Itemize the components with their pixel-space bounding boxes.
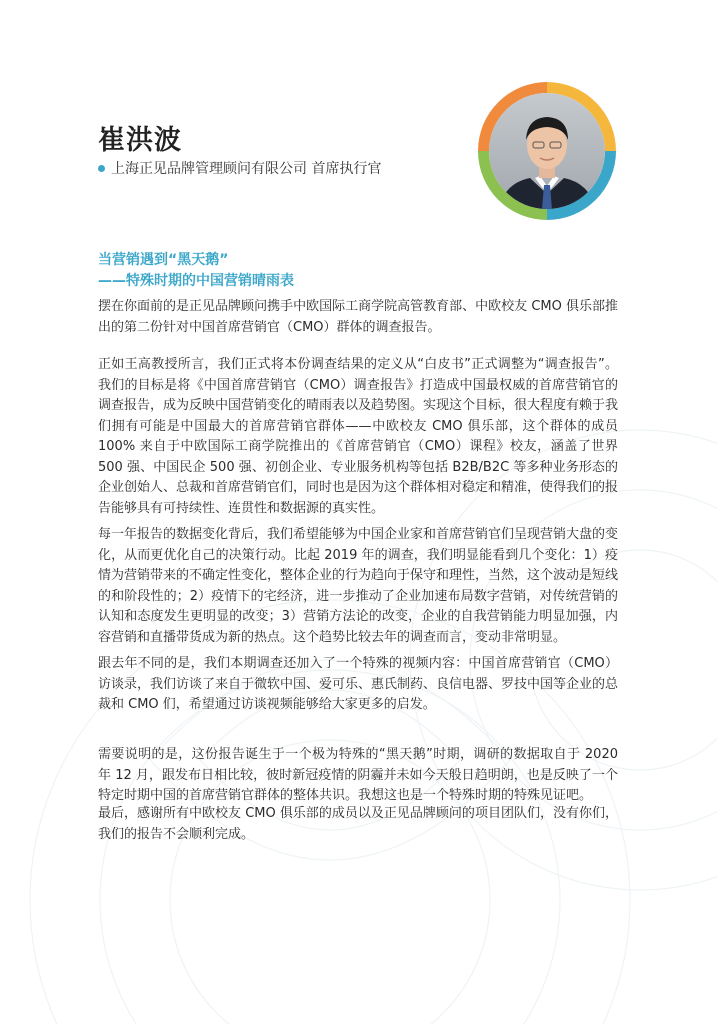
paragraph: 需要说明的是，这份报告诞生于一个极为特殊的“黑天鹅”时期，调研的数据取自于 2020 年 12 月，跟发布日相比较，彼时新冠疫情的阴霾并未如今天般日趋明朗，也是反映了一个特定时期中国的首席营销官群体的整体共识。我想这也是一个特殊时期的特殊见证吧。 <box>98 747 618 803</box>
bullet-dot-icon <box>98 165 105 172</box>
paragraph: 跟去年不同的是，我们本期调查还加入了一个特殊的视频内容：中国首席营销官（CMO）访谈录，我们访谈了来自于微软中国、爱可乐、惠氏制药、良信电器、罗技中国等企业的总裁和 CMO 们，希望通过访谈视频能够给大家更多的启发。 <box>98 656 619 712</box>
paragraph: 每一年报告的数据变化背后，我们希望能够为中国企业家和首席营销官们呈现营销大盘的变化，从而更优化自己的决策行动。比起 2019 年的调查，我们明显能看到几个变化：1）疫情为营销带来的不确定性变化，整体企业的行为趋向于保守和理性，当然，这个波动是短线的和阶段性的；2）疫情下的宅经济，进一步推动了企业加速布局数字营销，对传统营销的认知和态度发生更明显的改变；3）营销方法论的改变，企业的自我营销能力明显加强，内容营销和直播带货成为新的热点。这个趋势比较去年的调查而言，变动非常明显。 <box>98 527 619 645</box>
avatar <box>478 82 616 220</box>
person-name: 崔洪波 <box>98 125 182 156</box>
person-title-text: 上海正见品牌管理顾问有限公司 首席执行官 <box>111 161 382 177</box>
paragraph: 最后，感谢所有中欧校友 CMO 俱乐部的成员以及正见品牌顾问的项目团队们，没有你们，我们的报告不会顺利完成。 <box>98 806 618 842</box>
paragraph: 正如王高教授所言，我们正式将本份调查结果的定义从“白皮书”正式调整为“调查报告”。我们的目标是将《中国首席营销官（CMO）调查报告》打造成中国最权威的首席营销官的调查报告，成为反映中国营销变化的晴雨表以及趋势图。实现这个目标，很大程度有赖于我们拥有可能是中国最大的首席营销官群体——中欧校友 CMO 俱乐部，这个群体的成员 100% 来自于中欧国际工商学院推出的《首席营销官（CMO）课程》校友，涵盖了世界 500 强、中国民企 500 强、初创企业、专业服务机构等包括 B2B/B2C 等多种业务形态的企业创始人、总裁和首席营销官们，同时也是因为这个群体相对稳定和精准，使得我们的报告能够具有可持续性、连贯性和数据源的真实性。 <box>98 357 619 516</box>
section-heading-line1: 当营销遇到“黑天鹅” <box>98 252 229 268</box>
person-title <box>98 158 381 178</box>
paragraph: 摆在你面前的是正见品牌顾问携手中欧国际工商学院高管教育部、中欧校友 CMO 俱乐部推出的第二份针对中国首席营销官（CMO）群体的调查报告。 <box>98 299 618 335</box>
section-heading-line2: ——特殊时期的中国营销晴雨表 <box>98 273 294 289</box>
